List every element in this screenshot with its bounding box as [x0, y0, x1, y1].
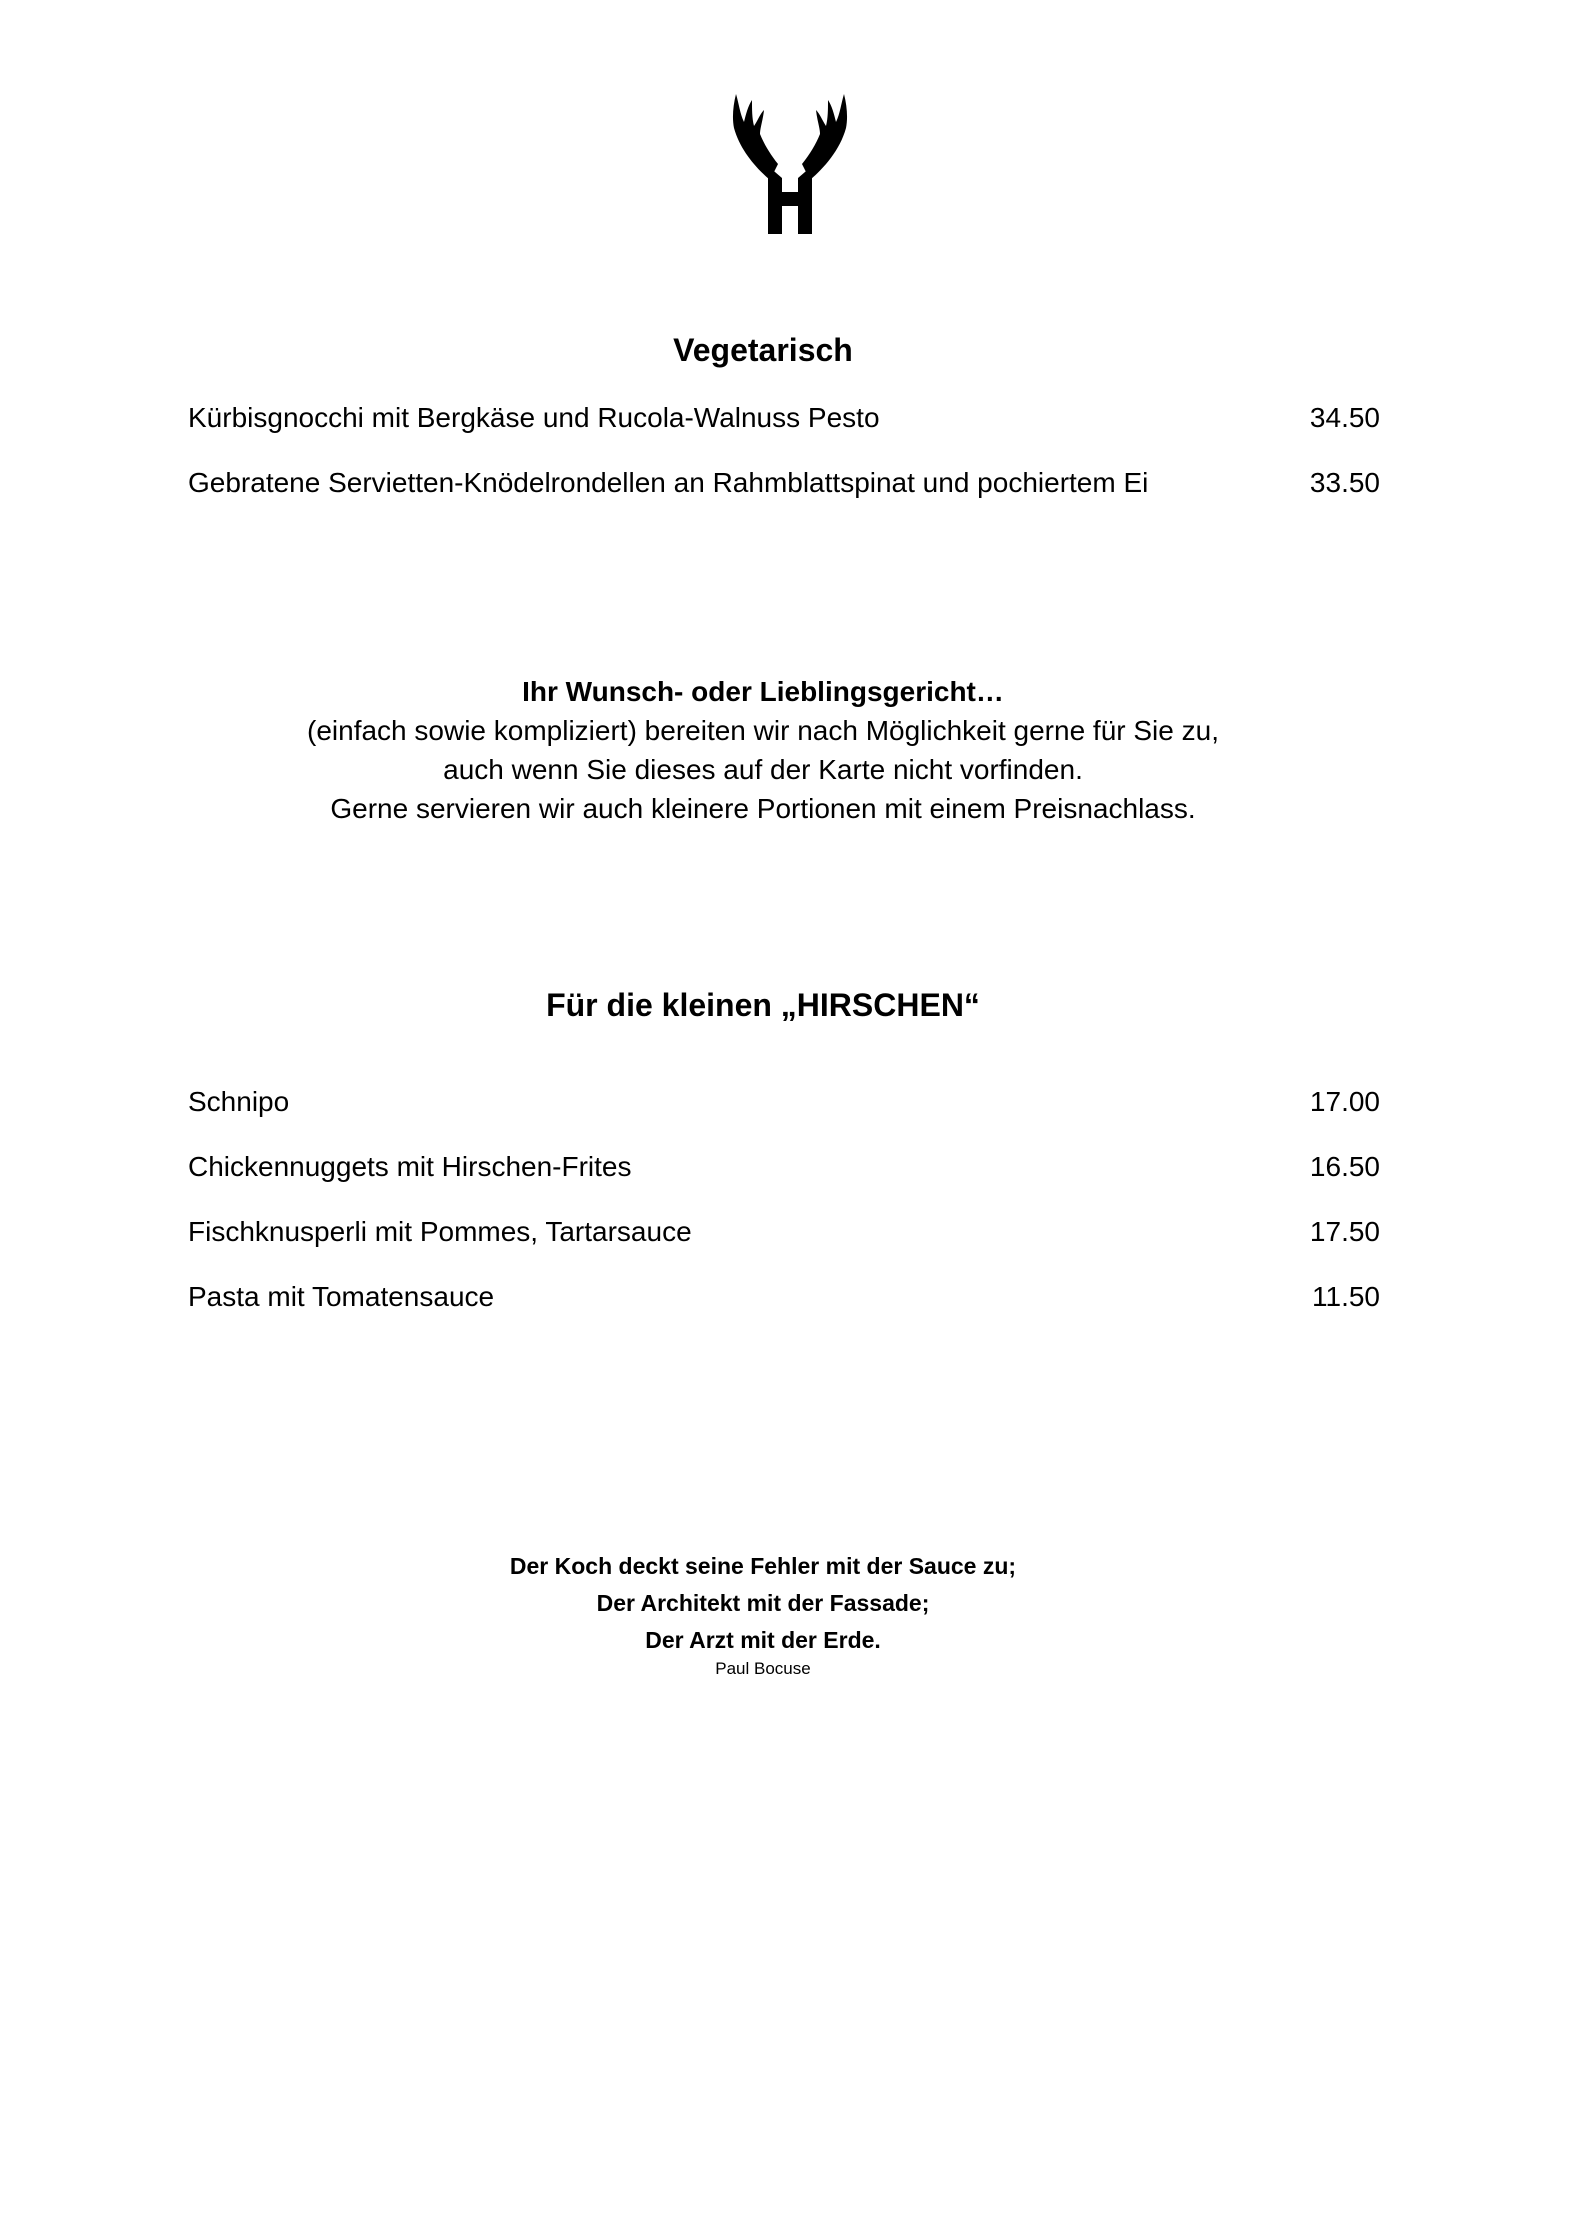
menu-item-price: 34.50 [1309, 402, 1380, 433]
menu-item-name: Pasta mit Tomatensauce [188, 1281, 495, 1312]
menu-item-name: Gebratene Servietten-Knödelrondellen an Rahmblattspinat und pochiertem Ei [188, 467, 1149, 498]
menu-item [188, 1082, 1380, 1122]
wish-note-line: auch wenn Sie dieses auf der Karte nicht vorfinden. [443, 754, 1083, 785]
menu-item-price: 11.50 [1312, 1281, 1380, 1312]
menu-item-price: 33.50 [1309, 467, 1380, 498]
wish-note-line: Gerne servieren wir auch kleinere Portionen mit einem Preisnachlass. [330, 793, 1196, 824]
menu-item-price: 17.00 [1309, 1086, 1380, 1117]
menu-item [188, 463, 1380, 503]
wish-note-line: (einfach sowie kompliziert) bereiten wir nach Möglichkeit gerne für Sie zu, [307, 715, 1219, 746]
section-title-vegetarian: Vegetarisch [673, 332, 853, 368]
quote-line: Der Arzt mit der Erde. [645, 1627, 881, 1653]
quote-line: Der Koch deckt seine Fehler mit der Sauce zu; [509, 1553, 1017, 1579]
quote-line: Der Architekt mit der Fassade; [596, 1590, 930, 1616]
menu-item-name: Kürbisgnocchi mit Bergkäse und Rucola-Walnuss Pesto [188, 402, 880, 433]
menu-item [188, 1147, 1380, 1187]
menu-item-name: Schnipo [188, 1086, 290, 1117]
menu-item-name: Chickennuggets mit Hirschen-Frites [188, 1151, 632, 1182]
menu-item [188, 1212, 1380, 1252]
wish-note-title: Ihr Wunsch- oder Lieblingsgericht… [522, 676, 1004, 707]
menu-item [188, 398, 1380, 438]
menu-item [188, 1277, 1380, 1317]
menu-item-price: 16.50 [1309, 1151, 1380, 1182]
chef-quote [0, 1548, 1526, 1659]
menu-item-name: Fischknusperli mit Pommes, Tartarsauce [188, 1216, 692, 1247]
section-title-kids: Für die kleinen „HIRSCHEN“ [546, 987, 980, 1023]
wish-note [0, 672, 1526, 828]
antler-h-logo-icon [726, 88, 854, 234]
quote-author: Paul Bocuse [715, 1659, 811, 1678]
menu-item-price: 17.50 [1309, 1216, 1380, 1247]
